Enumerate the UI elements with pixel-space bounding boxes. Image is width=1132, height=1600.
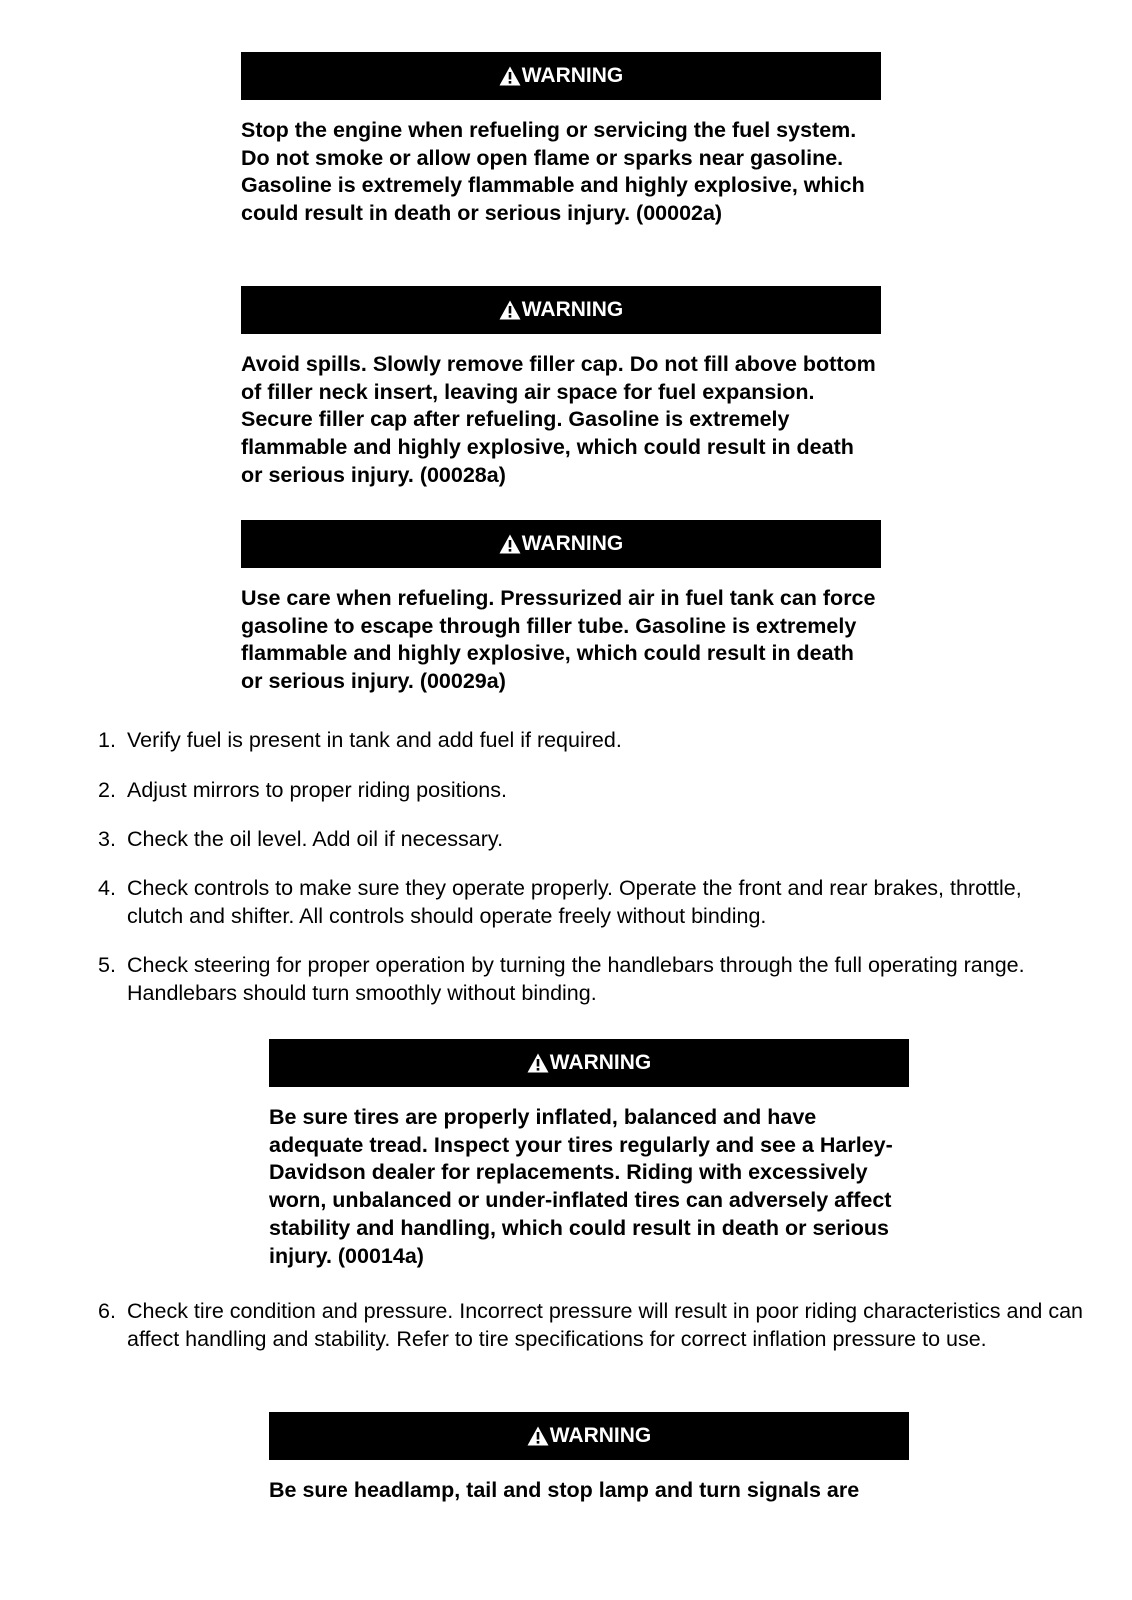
warning-block-lamps — [269, 1412, 909, 1505]
warning-label: WARNING — [549, 1051, 652, 1074]
list-item — [98, 826, 1083, 854]
warning-text: Be sure tires are properly inflated, balanced and have adequate tread. Inspect your tires regularly and see a Harley-Davidson dealer for replacements. Riding with excessively worn, unbalanced or under-inflated tires can adversely affect stability and handling, which could result in death or serious injury. (00014a) — [269, 1105, 893, 1268]
warning-label: WARNING — [521, 64, 624, 87]
warning-text: Stop the engine when refueling or servicing the fuel system. Do not smoke or allow open flame or sparks near gasoline. Gasoline is extremely flammable and highly explosive, which could result in death or serious injury. (00002a) — [241, 118, 865, 226]
step-number: 1. — [98, 728, 116, 752]
list-item — [98, 777, 1083, 805]
step-text: Check the oil level. Add oil if necessary. — [127, 827, 504, 851]
warning-block-pressurized-air — [241, 520, 881, 696]
step-text: Check tire condition and pressure. Incorrect pressure will result in poor riding characteristics and can affect handling and stability. Refer to tire specifications for correct inflation pressure to use. — [127, 1299, 1083, 1351]
warning-block-tires — [269, 1039, 909, 1270]
step-text: Check controls to make sure they operate properly. Operate the front and rear brakes, throttle, clutch and shifter. All controls should operate freely without binding. — [127, 876, 1022, 928]
warning-triangle-icon — [499, 66, 521, 86]
step-text: Check steering for proper operation by turning the handlebars through the full operating range. Handlebars should turn smoothly without binding. — [127, 953, 1025, 1005]
warning-label: WARNING — [521, 532, 624, 555]
warning-text: Use care when refueling. Pressurized air in fuel tank can force gasoline to escape through filler tube. Gasoline is extremely flammable and highly explosive, which could result in death or serious injury. (00029a) — [241, 586, 876, 694]
warning-header — [269, 1412, 909, 1460]
warning-header — [269, 1039, 909, 1087]
step-text: Adjust mirrors to proper riding positions. — [127, 778, 507, 802]
warning-block-spills — [241, 286, 881, 490]
step-number: 4. — [98, 876, 116, 900]
step-number: 6. — [98, 1299, 116, 1323]
step-number: 5. — [98, 953, 116, 977]
step-number: 2. — [98, 778, 116, 802]
warning-triangle-icon — [499, 300, 521, 320]
warning-text: Avoid spills. Slowly remove filler cap. Do not fill above bottom of filler neck insert, leaving air space for fuel expansion. Secure filler cap after refueling. Gasoline is extremely flammable and highly explosive, which could result in death or serious injury. (00028a) — [241, 352, 876, 487]
list-item — [98, 875, 1083, 930]
warning-block-fuel-servicing — [241, 52, 881, 228]
list-item — [98, 1298, 1083, 1353]
step-text: Verify fuel is present in tank and add fuel if required. — [127, 728, 622, 752]
warning-header — [241, 520, 881, 568]
warning-triangle-icon — [527, 1426, 549, 1446]
warning-label: WARNING — [521, 298, 624, 321]
list-item — [98, 727, 1083, 755]
list-item — [98, 952, 1083, 1007]
warning-text: Be sure headlamp, tail and stop lamp and turn signals are — [269, 1478, 860, 1502]
warning-triangle-icon — [499, 534, 521, 554]
warning-triangle-icon — [527, 1053, 549, 1073]
warning-label: WARNING — [549, 1424, 652, 1447]
step-number: 3. — [98, 827, 116, 851]
warning-header — [241, 286, 881, 334]
warning-header — [241, 52, 881, 100]
